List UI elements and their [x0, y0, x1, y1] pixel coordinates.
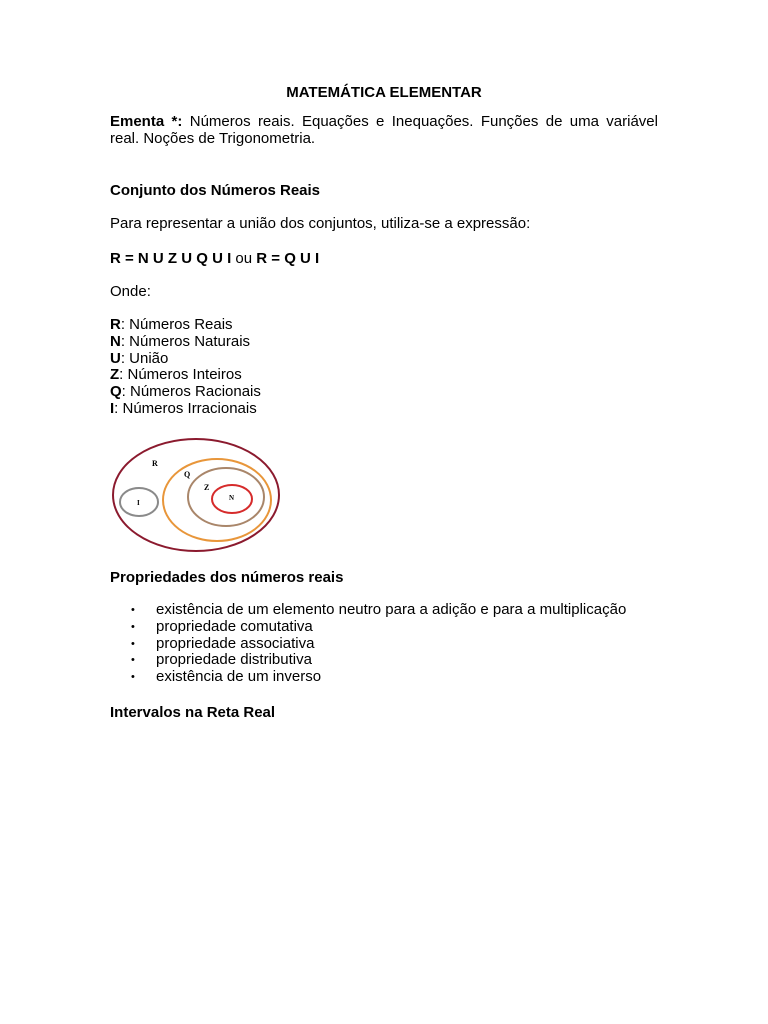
list-item — [110, 602, 626, 619]
expression-full: R = N U Z U Q U I — [110, 250, 232, 267]
definition-item — [110, 384, 261, 401]
list-item-text: existência de um elemento neutro para a adição e para a multiplicação — [156, 601, 627, 618]
page-title: MATEMÁTICA ELEMENTAR — [286, 84, 482, 101]
ementa-paragraph — [110, 113, 658, 147]
definition-text: : Números Inteiros — [119, 366, 242, 384]
section-heading-conjunto: Conjunto dos Números Reais — [110, 182, 321, 199]
set-r-label: R — [152, 459, 158, 468]
bullet-icon: • — [131, 637, 135, 650]
definition-item — [110, 351, 261, 368]
section-heading-propriedades: Propriedades dos números reais — [110, 569, 344, 586]
set-q-label: Q — [184, 470, 191, 479]
set-n-label: N — [229, 494, 235, 502]
definition-item — [110, 401, 261, 418]
definition-symbol: R — [110, 316, 121, 333]
definition-symbol: N — [110, 332, 121, 350]
definition-text: : Números Naturais — [120, 332, 251, 350]
list-item — [110, 652, 626, 669]
ementa-text: Números reais. Equações e Inequações. Funções de uma variável real. Noções de Trigonometria. — [110, 113, 658, 147]
definition-item — [110, 334, 261, 351]
number-sets-venn-diagram — [112, 436, 284, 554]
definition-text: : União — [120, 349, 169, 367]
section-heading-intervalos: Intervalos na Reta Real — [110, 704, 276, 721]
properties-list — [110, 602, 626, 686]
set-z-label: Z — [204, 483, 210, 492]
list-item-text: propriedade associativa — [156, 634, 315, 652]
definition-text: : Números Racionais — [121, 383, 261, 401]
set-expression — [110, 250, 319, 268]
list-item-text: existência de um inverso — [156, 668, 322, 686]
bullet-icon: • — [131, 620, 135, 633]
definition-text: : Números Reais — [120, 316, 233, 333]
list-item — [110, 636, 626, 653]
set-r-ellipse — [113, 439, 279, 551]
expression-or: ou — [231, 250, 257, 267]
expression-short: R = Q U I — [256, 250, 320, 267]
definition-item — [110, 367, 261, 384]
definition-symbol: U — [110, 349, 121, 367]
list-item-text: propriedade distributiva — [156, 651, 312, 669]
onde-label: Onde: — [110, 283, 151, 300]
ementa-label: Ementa *: — [110, 113, 183, 130]
definition-symbol: Z — [110, 366, 120, 384]
definitions-list — [110, 317, 261, 418]
list-item-text: propriedade comutativa — [156, 617, 313, 635]
definition-symbol: I — [110, 399, 115, 417]
list-item — [110, 619, 626, 636]
bullet-icon: • — [131, 654, 135, 667]
list-item — [110, 669, 626, 686]
set-i-label: I — [137, 499, 140, 507]
bullet-icon: • — [131, 604, 135, 616]
intro-paragraph: Para representar a união dos conjuntos, utiliza-se a expressão: — [110, 215, 531, 232]
bullet-icon: • — [131, 671, 135, 684]
definition-text: : Números Irracionais — [114, 399, 257, 417]
set-q-ellipse — [163, 459, 271, 541]
definition-symbol: Q — [110, 383, 122, 401]
definition-item — [110, 317, 261, 334]
